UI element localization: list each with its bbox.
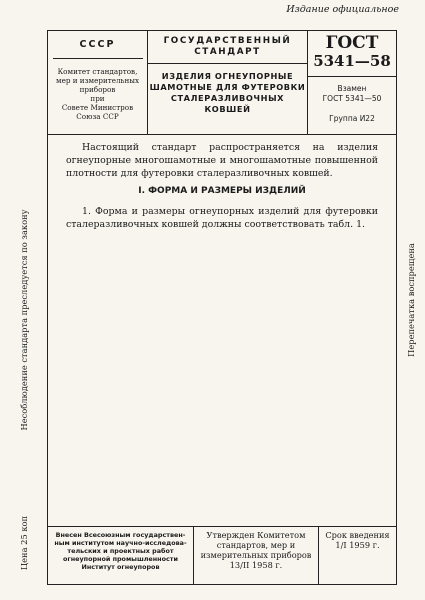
introduced-by: Внесен Всесоюзным государствен- ным институтом научно-исследова- тельских и проектных работ огнеупорной промышленности Институт огнеупоров [48, 527, 194, 585]
standard-title: ГОСУДАРСТВЕННЫЙ СТАНДАРТ [163, 36, 292, 57]
gost-number: 5341—58 [313, 52, 391, 70]
title-column [148, 31, 308, 134]
section-paragraph: 1. Форма и размеры огнеупорных изделий для футеровки сталеразливочных ковшей должны соответствовать табл. 1. [66, 206, 378, 230]
intro-paragraph: Настоящий стандарт распространяется на изделия огнеупорные многошамотные и многошамотные повышенной плотности для футеровки сталеразливочных ковшей. [66, 142, 378, 179]
edition-note: Издание официальное [286, 4, 399, 15]
header-block [48, 31, 396, 135]
approved-by: Утвержден Комитетом стандартов, мер и измерительных приборов 13/II 1958 г. [194, 527, 319, 585]
standard-frame [47, 30, 397, 585]
issuer-column [48, 31, 148, 134]
section-title: I. ФОРМА И РАЗМЕРЫ ИЗДЕЛИЙ [138, 186, 306, 196]
ussr-divider [53, 58, 143, 59]
title-divider [148, 63, 307, 64]
replaces-note: Взамен ГОСТ 5341—50 [322, 84, 382, 103]
group-code: Группа И22 [329, 114, 375, 123]
gost-column [308, 31, 396, 134]
committee-name: Комитет стандартов, мер и измерительных приборов при Совете Министров Союза ССР [55, 67, 140, 121]
footer-block [48, 526, 396, 585]
price-label: Цена 25 коп [19, 515, 29, 571]
effective-date: Срок введения 1/I 1959 г. [325, 530, 390, 550]
ussr-label: СССР [79, 39, 116, 50]
product-title: ИЗДЕЛИЯ ОГНЕУПОРНЫЕ ШАМОТНЫЕ ДЛЯ ФУТЕРОВКИ СТАЛЕРАЗЛИВОЧНЫХ КОВШЕЙ [149, 71, 306, 114]
gost-label: ГОСТ [325, 33, 379, 53]
right-margin-notice: Перепечатка воспрещена [406, 243, 416, 357]
left-margin-notice: Несоблюдение стандарта преследуется по закону [19, 209, 29, 431]
gost-divider [308, 76, 396, 77]
